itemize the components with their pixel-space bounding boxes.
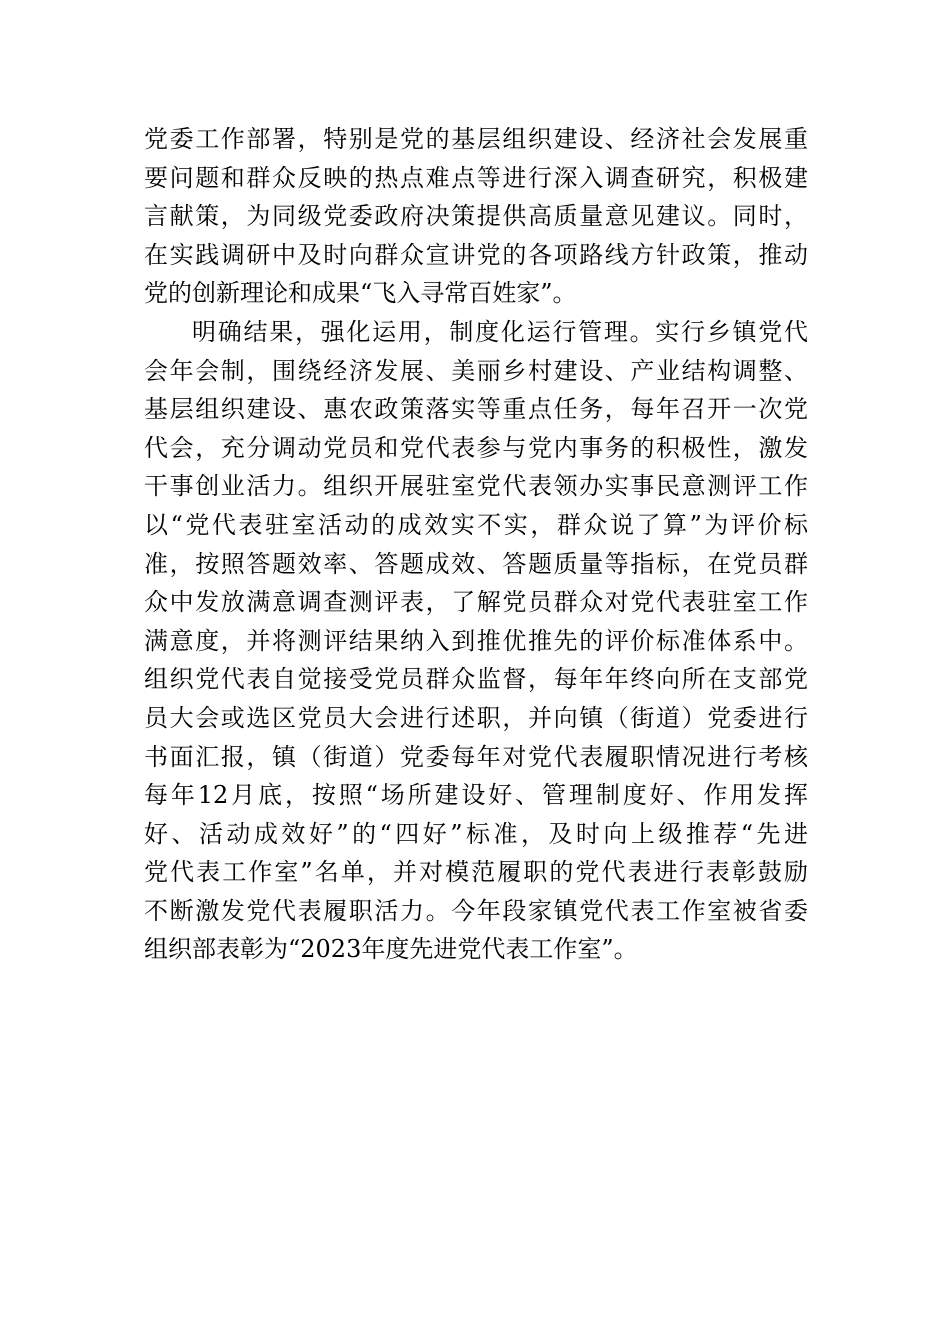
text-line: 党代表工作室”名单，并对模范履职的党代表进行表彰鼓励	[144, 858, 808, 887]
text-line: 代会，充分调动党员和党代表参与党内事务的积极性，激发	[144, 433, 808, 462]
text-line: 以“党代表驻室活动的成效实不实，群众说了算”为评价标	[144, 510, 808, 539]
text-line: 组织党代表自觉接受党员群众监督，每年年终向所在支部党	[144, 665, 808, 694]
text-line: 组织部表彰为“2023年度先进党代表工作室”。	[144, 935, 638, 964]
text-line: 言献策，为同级党委政府决策提供高质量意见建议。同时，	[144, 202, 808, 231]
text-line: 众中发放满意调查测评表，了解党员群众对党代表驻室工作	[144, 588, 808, 617]
text-line: 每年12月底，按照“场所建设好、管理制度好、作用发挥	[144, 781, 808, 810]
text-line: 明确结果，强化运用，制度化运行管理。实行乡镇党代	[192, 317, 808, 346]
text-line: 准，按照答题效率、答题成效、答题质量等指标，在党员群	[144, 549, 808, 578]
text-line: 基层组织建设、惠农政策落实等重点任务，每年召开一次党	[144, 395, 808, 424]
text-line: 要问题和群众反映的热点难点等进行深入调查研究，积极建	[144, 163, 808, 192]
text-line: 党委工作部署，特别是党的基层组织建设、经济社会发展重	[144, 125, 808, 153]
text-line: 干事创业活力。组织开展驻室党代表领办实事民意测评工作	[144, 472, 808, 501]
text-line: 党的创新理论和成果“飞入寻常百姓家”。	[144, 279, 577, 308]
text-line: 在实践调研中及时向群众宣讲党的各项路线方针政策，推动	[144, 240, 808, 269]
text-line: 满意度，并将测评结果纳入到推优推先的评价标准体系中。	[144, 626, 808, 655]
text-line: 好、活动成效好”的“四好”标准，及时向上级推荐“先进	[144, 819, 808, 848]
text-line: 不断激发党代表履职活力。今年段家镇党代表工作室被省委	[144, 896, 808, 925]
text-line: 员大会或选区党员大会进行述职，并向镇（街道）党委进行	[144, 703, 808, 732]
body-text	[144, 120, 808, 969]
text-line: 书面汇报，镇（街道）党委每年对党代表履职情况进行考核	[144, 742, 808, 771]
text-line: 会年会制，围绕经济发展、美丽乡村建设、产业结构调整、	[144, 356, 808, 385]
